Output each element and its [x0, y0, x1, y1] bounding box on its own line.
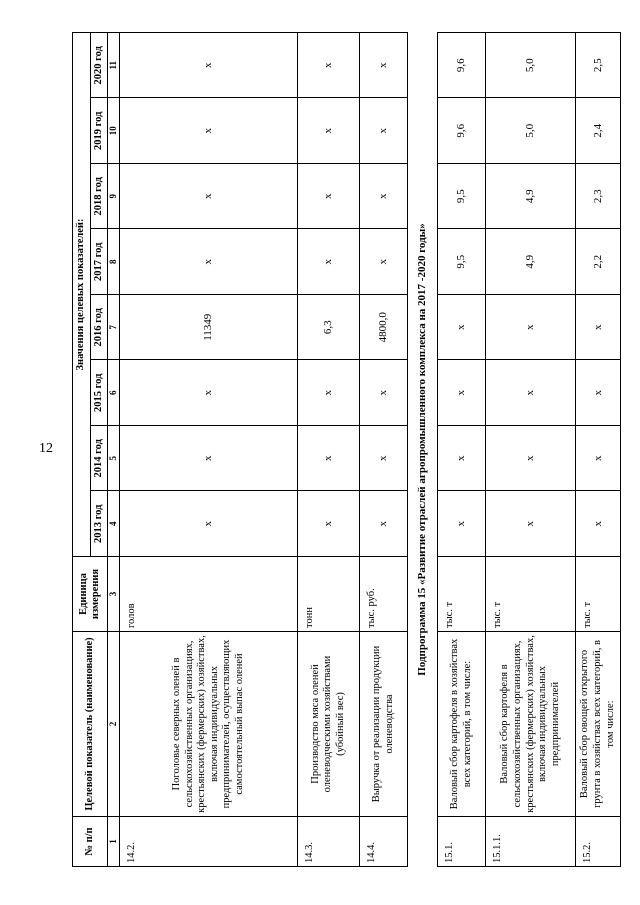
- value-cell: x: [576, 426, 621, 492]
- value-cell: 9,5: [438, 164, 486, 230]
- value-cell: x: [298, 164, 360, 230]
- value-cell: x: [486, 491, 576, 557]
- value-cell: x: [576, 295, 621, 361]
- col-index: 5: [108, 426, 120, 492]
- table-row: [120, 33, 298, 867]
- header-year: 2017 год: [90, 229, 108, 295]
- value-cell: x: [298, 33, 360, 99]
- value-cell: x: [120, 360, 298, 426]
- header-indicator: Целевой показатель (наименование): [73, 632, 108, 817]
- header-values-group: Значения целевых показателей:: [73, 33, 91, 557]
- value-cell: 6,3: [298, 295, 360, 361]
- value-cell: 5,0: [486, 33, 576, 99]
- indicator-name: Валовый сбор картофеля в сельскохозяйственных организациях, крестьянских (фермерских) хозяйствах, включая индивидуальных предпринимателей: [486, 632, 576, 817]
- header-year: 2018 год: [90, 164, 108, 230]
- column-index-row: [108, 33, 120, 867]
- unit-cell: тонн: [298, 557, 360, 632]
- value-cell: 2,5: [576, 33, 621, 99]
- value-cell: 9,5: [438, 229, 486, 295]
- value-cell: x: [298, 229, 360, 295]
- header-num: № п/п: [73, 817, 108, 867]
- header-year: 2014 год: [90, 426, 108, 492]
- col-index: 7: [108, 295, 120, 361]
- value-cell: x: [486, 295, 576, 361]
- value-cell: 4,9: [486, 164, 576, 230]
- col-index: 10: [108, 98, 120, 164]
- indicator-name: Производство мяса оленей оленеводческими хозяйствами (убойный вес): [298, 632, 360, 817]
- unit-cell: тыс. руб.: [360, 557, 408, 632]
- section-title: Подпрограмма 15 «Развитие отраслей агропромышленного комплекса на 2017 -2020 годы»: [408, 33, 438, 867]
- row-number: 15.2.: [576, 817, 621, 867]
- value-cell: x: [298, 360, 360, 426]
- value-cell: 2,4: [576, 98, 621, 164]
- header-year: 2016 год: [90, 295, 108, 361]
- row-number: 14.4.: [360, 817, 408, 867]
- indicator-name: Валовый сбор овощей открытого грунта в хозяйствах всех категорий, в том числе:: [576, 632, 621, 817]
- value-cell: x: [576, 360, 621, 426]
- unit-cell: голов: [120, 557, 298, 632]
- header-year: 2020 год: [90, 33, 108, 99]
- value-cell: x: [120, 229, 298, 295]
- table-row: [438, 33, 486, 867]
- value-cell: x: [360, 229, 408, 295]
- col-index: 3: [108, 557, 120, 632]
- value-cell: x: [298, 491, 360, 557]
- value-cell: x: [120, 98, 298, 164]
- col-index: 4: [108, 491, 120, 557]
- value-cell: 9,6: [438, 33, 486, 99]
- value-cell: x: [120, 491, 298, 557]
- header-year: 2013 год: [90, 491, 108, 557]
- value-cell: 2,2: [576, 229, 621, 295]
- header-unit: Единица измерения: [73, 557, 108, 632]
- target-indicators-table: [72, 32, 621, 867]
- value-cell: x: [486, 360, 576, 426]
- table-row: [360, 33, 408, 867]
- value-cell: x: [360, 33, 408, 99]
- header-year: 2015 год: [90, 360, 108, 426]
- row-number: 15.1.1.: [486, 817, 576, 867]
- value-cell: x: [360, 491, 408, 557]
- col-index: 1: [108, 817, 120, 867]
- row-number: 15.1.: [438, 817, 486, 867]
- indicator-name: Валовый сбор картофеля в хозяйствах всех категорий, в том числе:: [438, 632, 486, 817]
- col-index: 11: [108, 33, 120, 99]
- header-year: 2019 год: [90, 98, 108, 164]
- col-index: 6: [108, 360, 120, 426]
- col-index: 8: [108, 229, 120, 295]
- value-cell: x: [120, 426, 298, 492]
- table-row: [486, 33, 576, 867]
- value-cell: x: [486, 426, 576, 492]
- table-row: [576, 33, 621, 867]
- page-number: 12: [39, 441, 53, 456]
- col-index: 9: [108, 164, 120, 230]
- value-cell: 2,3: [576, 164, 621, 230]
- value-cell: x: [438, 295, 486, 361]
- value-cell: x: [298, 98, 360, 164]
- value-cell: x: [438, 491, 486, 557]
- unit-cell: тыс. т: [576, 557, 621, 632]
- value-cell: x: [360, 98, 408, 164]
- indicator-name: Поголовье северных оленей в сельскохозяйственных организациях, крестьянских (фермерских) хозяйствах, включая индивидуальных предпринимателей, осуществляющих самостоятельный выпас оленей: [120, 632, 298, 817]
- value-cell: x: [120, 33, 298, 99]
- col-index: 2: [108, 632, 120, 817]
- value-cell: x: [438, 426, 486, 492]
- value-cell: x: [438, 360, 486, 426]
- value-cell: 5,0: [486, 98, 576, 164]
- value-cell: 11349: [120, 295, 298, 361]
- table-row: [298, 33, 360, 867]
- unit-cell: тыс. т: [486, 557, 576, 632]
- value-cell: x: [298, 426, 360, 492]
- indicator-name: Выручка от реализации продукции оленеводства: [360, 632, 408, 817]
- value-cell: x: [360, 164, 408, 230]
- section-row: [408, 33, 438, 867]
- row-number: 14.2.: [120, 817, 298, 867]
- unit-cell: тыс. т: [438, 557, 486, 632]
- value-cell: x: [360, 426, 408, 492]
- value-cell: 4800,0: [360, 295, 408, 361]
- row-number: 14.3.: [298, 817, 360, 867]
- value-cell: 9,6: [438, 98, 486, 164]
- value-cell: x: [120, 164, 298, 230]
- value-cell: x: [360, 360, 408, 426]
- value-cell: x: [576, 491, 621, 557]
- rotated-page: [72, 32, 640, 867]
- value-cell: 4,9: [486, 229, 576, 295]
